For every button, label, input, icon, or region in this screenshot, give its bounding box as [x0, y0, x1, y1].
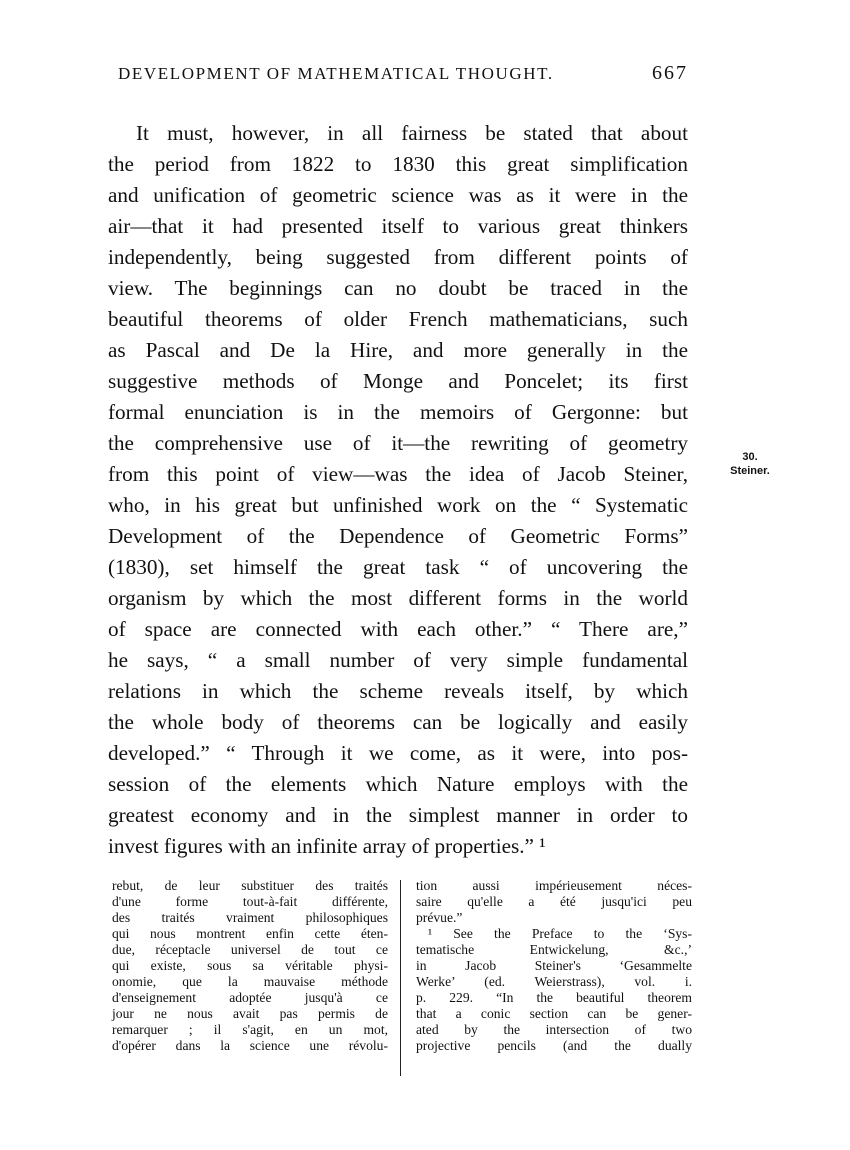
text-line: (1830), set himself the great task “ of uncovering the: [108, 555, 688, 579]
footnote-line: ated by the intersection of two: [416, 1022, 692, 1037]
text-line: air—that it had presented itself to various great thinkers: [108, 214, 688, 238]
text-line: the comprehensive use of it—the rewriting of geometry: [108, 431, 688, 455]
margin-note-number: 30.: [742, 451, 758, 463]
footnote-column-left: [112, 878, 388, 1054]
text-line: he says, “ a small number of very simple fundamental: [108, 648, 688, 672]
footnote-line: qui nous montrent enfin cette éten-: [112, 926, 388, 941]
text-line: beautiful theorems of older French mathematicians, such: [108, 307, 688, 331]
running-header: [118, 62, 688, 86]
footnote-line: due, réceptacle universel de tout ce: [112, 942, 388, 957]
footnote-line: Werke’ (ed. Weierstrass), vol. i.: [416, 974, 692, 989]
text-line: the period from 1822 to 1830 this great simplification: [108, 152, 688, 176]
text-line: session of the elements which Nature employs with the: [108, 772, 688, 796]
text-line: invest figures with an infinite array of properties.” ¹: [108, 834, 546, 858]
text-line: relations in which the scheme reveals itself, by which: [108, 679, 688, 703]
text-line: formal enunciation is in the memoirs of Gergonne: but: [108, 400, 688, 424]
footnote-line: des traités vraiment philosophiques: [112, 910, 388, 925]
running-title: DEVELOPMENT OF MATHEMATICAL THOUGHT.: [118, 64, 554, 83]
footnote-line: onomie, que la mauvaise méthode: [112, 974, 388, 989]
footnote-line: d'une forme tout-à-fait différente,: [112, 894, 388, 909]
footnote-column-right: [416, 878, 692, 1054]
footnote-line: in Jacob Steiner's ‘Gesammelte: [416, 958, 692, 973]
text-line: It must, however, in all fairness be stated that about: [136, 121, 688, 145]
text-line: as Pascal and De la Hire, and more generally in the: [108, 338, 688, 362]
margin-note: [722, 450, 778, 478]
main-text: [108, 118, 688, 862]
text-line: independently, being suggested from different points of: [108, 245, 688, 269]
footnote-line: saire qu'elle a été jusqu'ici peu: [416, 894, 692, 909]
margin-note-label: Steiner.: [730, 465, 770, 477]
column-divider: [400, 880, 401, 1076]
footnote-line: remarquer ; il s'agit, en un mot,: [112, 1022, 388, 1037]
text-line: and unification of geometric science was as it were in the: [108, 183, 688, 207]
footnote-line: projective pencils (and the dually: [416, 1038, 692, 1053]
footnote-line: p. 229. “In the beautiful theorem: [416, 990, 692, 1005]
text-line: view. The beginnings can no doubt be traced in the: [108, 276, 688, 300]
text-line: developed.” “ Through it we come, as it were, into pos-: [108, 741, 688, 765]
text-line: organism by which the most different forms in the world: [108, 586, 688, 610]
footnote-line: ¹ See the Preface to the ‘Sys-: [428, 926, 692, 941]
text-line: the whole body of theorems can be logically and easily: [108, 710, 688, 734]
text-line: from this point of view—was the idea of Jacob Steiner,: [108, 462, 688, 486]
footnote-line: d'enseignement adoptée jusqu'à ce: [112, 990, 388, 1005]
footnote-line: tematische Entwickelung, &c.,’: [416, 942, 692, 957]
text-line: suggestive methods of Monge and Poncelet; its first: [108, 369, 688, 393]
text-line: who, in his great but unfinished work on the “ Systematic: [108, 493, 688, 517]
footnote-line: jour ne nous avait pas permis de: [112, 1006, 388, 1021]
footnote-line: that a conic section can be gener-: [416, 1006, 692, 1021]
text-line: Development of the Dependence of Geometric Forms”: [108, 524, 688, 548]
footnote-line: prévue.”: [416, 910, 463, 925]
footnote-line: tion aussi impérieusement néces-: [416, 878, 692, 893]
page-number: 667: [652, 62, 688, 84]
footnote-line: d'opérer dans la science une révolu-: [112, 1038, 388, 1053]
text-line: of space are connected with each other.” “ There are,”: [108, 617, 688, 641]
footnotes: [112, 878, 692, 1078]
text-line: greatest economy and in the simplest manner in order to: [108, 803, 688, 827]
footnote-line: rebut, de leur substituer des traités: [112, 878, 388, 893]
footnote-line: qui existe, sous sa véritable physi-: [112, 958, 388, 973]
